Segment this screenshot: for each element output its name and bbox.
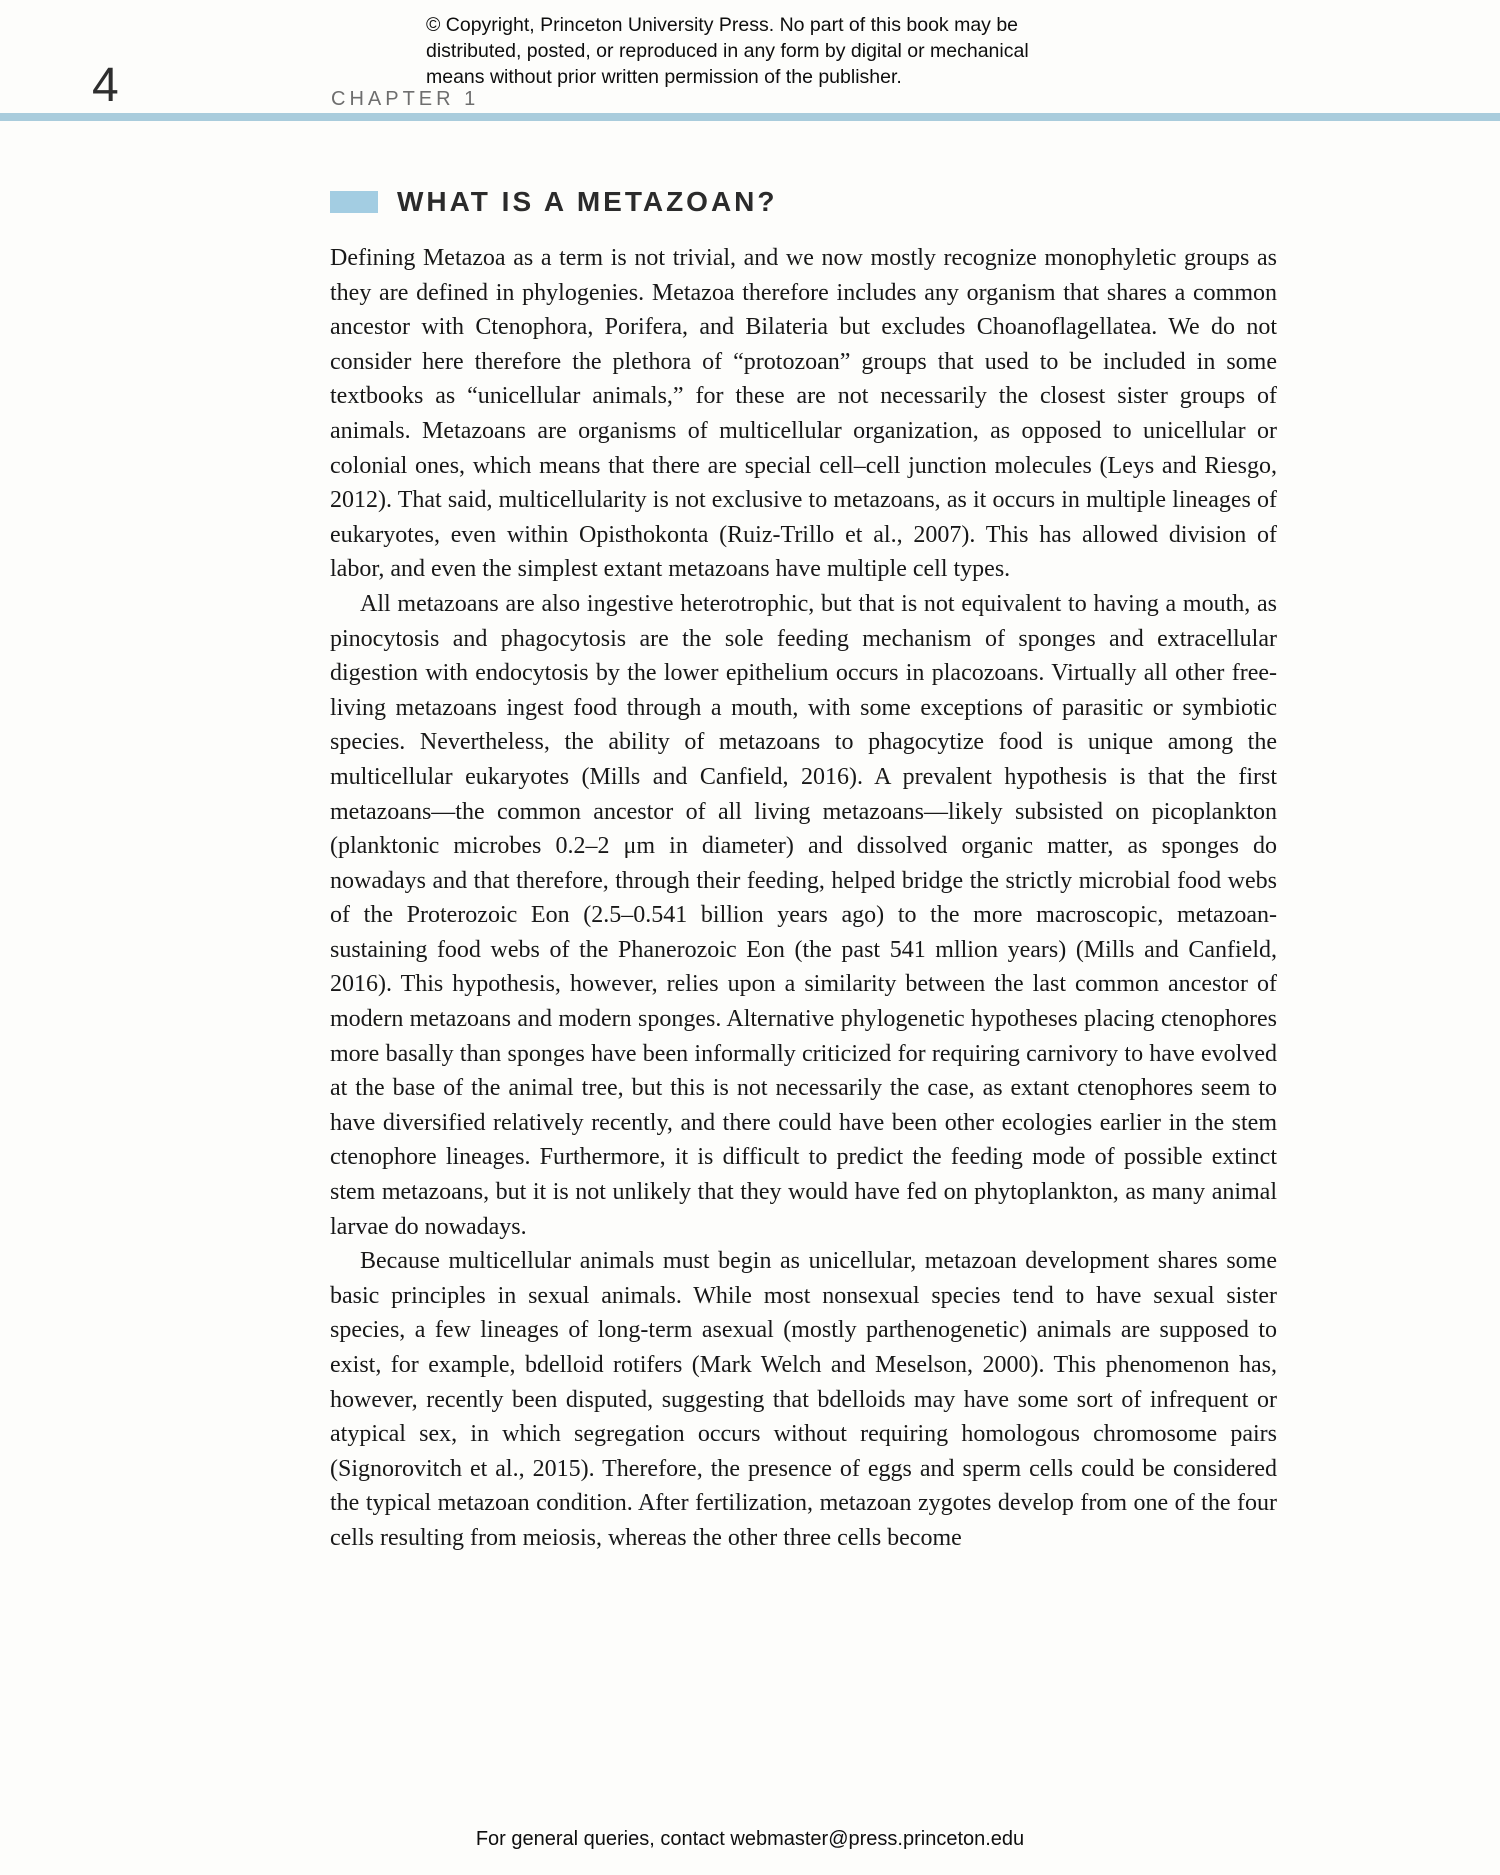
paragraph: All metazoans are also ingestive heterotrophic, but that is not equivalent to having a mouth, as pinocytosis and phagocytosis are the sole feeding mechanism of sponges and extracellular digestion with endocytosis by the lower epithelium occurs in placozoans. Virtually all other free-living metazoans ingest food through a mouth, with some exceptions of parasitic or symbiotic species. Nevertheless, the ability of metazoans to phagocytize food is unique among the multicellular eukaryotes (Mills and Canfield, 2016). A prevalent hypothesis is that the first metazoans—the common ancestor of all living metazoans—likely subsisted on picoplankton (planktonic microbes 0.2–2 μm in diameter) and dissolved organic matter, as sponges do nowadays and that therefore, through their feeding, helped bridge the strictly microbial food webs of the Proterozoic Eon (2.5–0.541 billion years ago) to the more macroscopic, metazoan-sustaining food webs of the Phanerozoic Eon (the past 541 mllion years) (Mills and Canfield, 2016). This hypothesis, however, relies upon a similarity between the last common ancestor of modern metazoans and modern sponges. Alternative phylogenetic hypotheses placing ctenophores more basally than sponges have been informally criticized for requiring carnivory to have evolved at the base of the animal tree, but this is not necessarily the case, as extant ctenophores seem to have diversified relatively recently, and there could have been other ecologies earlier in the stem ctenophore lineages. Furthermore, it is difficult to predict the feeding mode of possible extinct stem metazoans, but it is not unlikely that they would have fed on phytoplankton, as many animal larvae do nowadays. (330, 590, 1277, 1240)
copyright-line-2: distributed, posted, or reproduced in any form by digital or mechanical (426, 40, 1029, 62)
copyright-line-3: means without prior written permission of the publisher. (426, 66, 902, 88)
copyright-line-1: © Copyright, Princeton University Press. No part of this book may be (426, 14, 1019, 36)
copyright-notice (426, 12, 1029, 90)
footer-contact-line: For general queries, contact webmaster@press.princeton.edu (475, 1828, 1025, 1850)
running-head-chapter: CHAPTER 1 (331, 88, 480, 110)
paragraph: Because multicellular animals must begin as unicellular, metazoan development shares some basic principles in sexual animals. While most nonsexual species tend to have sexual sister species, a few lineages of long-term asexual (mostly parthenogenetic) animals are supposed to exist, for example, bdelloid rotifers (Mark Welch and Meselson, 2000). This phenomenon has, however, recently been disputed, suggesting that bdelloids may have some sort of infrequent or atypical sex, in which segregation occurs without requiring homologous chromosome pairs (Signorovitch et al., 2015). Therefore, the presence of eggs and sperm cells could be considered the typical metazoan condition. After fertilization, metazoan zygotes develop from one of the four cells resulting from meiosis, whereas the other three cells become (330, 1248, 1277, 1551)
section-heading: WHAT IS A METAZOAN? (397, 186, 778, 217)
section-heading-row (330, 186, 778, 218)
paragraph: Defining Metazoa as a term is not trivial, and we now mostly recognize monophyletic groups as they are defined in phylogenies. Metazoa therefore includes any organism that shares a common ancestor with Ctenophora, Porifera, and Bilateria but excludes Choanoflagellatea. We do not consider here therefore the plethora of “protozoan” groups that used to be included in some textbooks as “unicellular animals,” for these are not necessarily the closest sister groups of animals. Metazoans are organisms of multicellular organization, as opposed to unicellular or colonial ones, which means that there are special cell–cell junction molecules (Leys and Riesgo, 2012). That said, multicellularity is not exclusive to metazoans, as it occurs in multiple lineages of eukaryotes, even within Opisthokonta (Ruiz-Trillo et al., 2007). This has allowed division of labor, and even the simplest extant metazoans have multiple cell types. (330, 245, 1277, 583)
page-number: 4 (92, 59, 120, 112)
body-text-column (330, 241, 1277, 1556)
header-divider-rule (0, 113, 1500, 121)
heading-marker-swatch (330, 191, 378, 213)
